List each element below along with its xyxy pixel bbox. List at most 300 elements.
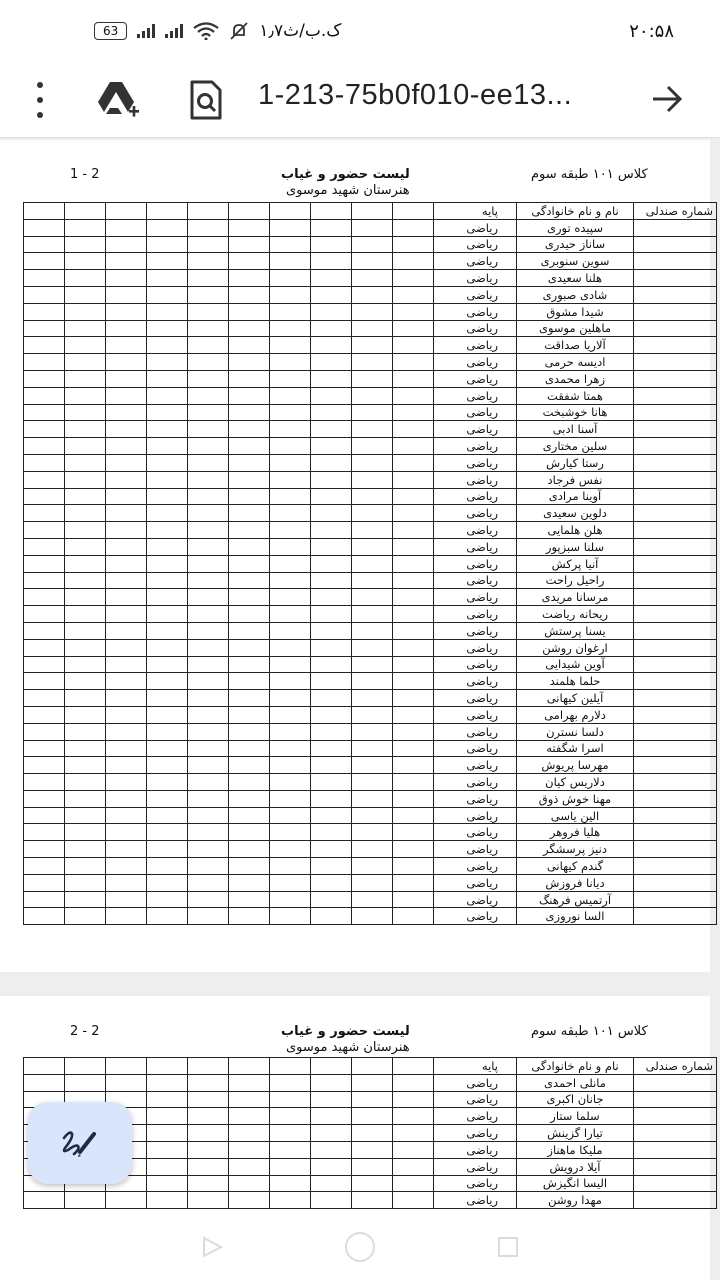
add-to-drive-icon[interactable] (96, 80, 140, 120)
attendance-cell (393, 219, 434, 236)
attendance-cell (311, 1175, 352, 1192)
attendance-cell (352, 522, 393, 539)
attendance-cell (270, 690, 311, 707)
attendance-cell (65, 639, 106, 656)
student-name: دلارم بهرامی (517, 706, 634, 723)
attendance-cell (65, 589, 106, 606)
table-row (24, 606, 717, 623)
attendance-cell (229, 555, 270, 572)
student-name: هلنا سعیدی (517, 270, 634, 287)
attendance-cell (229, 387, 270, 404)
attendance-cell (229, 807, 270, 824)
wifi-icon (193, 22, 219, 40)
attendance-cell (311, 488, 352, 505)
seat-number (634, 874, 717, 891)
attendance-cell (311, 1108, 352, 1125)
file-title: 1-213-75b0f010-ee13... (258, 79, 573, 111)
attendance-cell (147, 387, 188, 404)
attendance-cell (270, 1141, 311, 1158)
attendance-cell (393, 454, 434, 471)
table-row (24, 505, 717, 522)
class-label: کلاس ۱۰۱ طبقه سوم (531, 167, 648, 182)
attendance-cell (393, 690, 434, 707)
seat-number (634, 522, 717, 539)
attendance-cell (393, 572, 434, 589)
student-name: شادی صبوری (517, 286, 634, 303)
seat-number (634, 589, 717, 606)
attendance-cell (147, 1141, 188, 1158)
attendance-cell (147, 740, 188, 757)
attendance-cell (270, 757, 311, 774)
attendance-cell (229, 1125, 270, 1142)
student-name: اسرا شگفته (517, 740, 634, 757)
notifications-off-icon (229, 21, 249, 41)
student-grade: ریاضی (434, 370, 517, 387)
attendance-cell (393, 656, 434, 673)
attendance-cell (229, 404, 270, 421)
student-name: راحیل راحت (517, 572, 634, 589)
student-grade: ریاضی (434, 841, 517, 858)
attendance-cell (352, 354, 393, 371)
attendance-cell (311, 622, 352, 639)
attendance-cell (393, 253, 434, 270)
attendance-cell (352, 471, 393, 488)
student-name: شیدا مشوق (517, 303, 634, 320)
attendance-cell (65, 354, 106, 371)
attendance-cell (65, 841, 106, 858)
battery-icon: 63 (94, 22, 127, 40)
attendance-cell (311, 858, 352, 875)
attendance-cell (229, 622, 270, 639)
attendance-cell (65, 1058, 106, 1075)
attendance-cell (311, 874, 352, 891)
attendance-cell (393, 270, 434, 287)
attendance-cell (147, 404, 188, 421)
attendance-cell (229, 740, 270, 757)
seat-number (634, 471, 717, 488)
student-name: آنیا پرکش (517, 555, 634, 572)
attendance-cell (147, 656, 188, 673)
sheet-title: لیست حضور و غیاب (281, 167, 410, 182)
table-header-row (24, 203, 717, 220)
student-name: ارغوان روشن (517, 639, 634, 656)
student-grade: ریاضی (434, 757, 517, 774)
attendance-cell (24, 858, 65, 875)
attendance-cell (311, 505, 352, 522)
attendance-cell (229, 354, 270, 371)
student-name: ملیکا ماهناز (517, 1141, 634, 1158)
attendance-cell (147, 790, 188, 807)
attendance-cell (229, 505, 270, 522)
table-row (24, 639, 717, 656)
attendance-cell (270, 908, 311, 925)
attendance-cell (188, 286, 229, 303)
attendance-cell (311, 555, 352, 572)
table-row (24, 337, 717, 354)
attendance-cell (188, 1175, 229, 1192)
attendance-cell (352, 824, 393, 841)
seat-number (634, 740, 717, 757)
student-name: هانا خوشبخت (517, 404, 634, 421)
attendance-cell (24, 1058, 65, 1075)
attendance-cell (65, 656, 106, 673)
attendance-cell (65, 807, 106, 824)
attendance-cell (311, 1125, 352, 1142)
attendance-cell (229, 1108, 270, 1125)
attendance-cell (65, 337, 106, 354)
attendance-cell (147, 908, 188, 925)
attendance-cell (311, 1158, 352, 1175)
attendance-cell (147, 421, 188, 438)
attendance-cell (106, 404, 147, 421)
attendance-cell (188, 606, 229, 623)
attendance-cell (106, 354, 147, 371)
attendance-cell (147, 807, 188, 824)
student-name: جانان اکبری (517, 1091, 634, 1108)
attendance-cell (352, 690, 393, 707)
seat-number (634, 1175, 717, 1192)
attendance-cell (393, 673, 434, 690)
attendance-cell (393, 1192, 434, 1209)
attendance-cell (352, 774, 393, 791)
attendance-cell (311, 404, 352, 421)
seat-number (634, 723, 717, 740)
student-name: مهنا خوش ذوق (517, 790, 634, 807)
student-grade: ریاضی (434, 656, 517, 673)
attendance-cell (393, 505, 434, 522)
table-row (24, 454, 717, 471)
attendance-cell (188, 404, 229, 421)
table-row (24, 656, 717, 673)
attendance-cell (65, 219, 106, 236)
page-number: 2 - 2 (70, 1024, 100, 1039)
column-header-name: نام و نام خانوادگی (517, 203, 634, 220)
student-grade: ریاضی (434, 303, 517, 320)
attendance-cell (147, 639, 188, 656)
seat-number (634, 606, 717, 623)
student-name: سپیده توری (517, 219, 634, 236)
attendance-cell (311, 757, 352, 774)
attendance-cell (188, 522, 229, 539)
attendance-cell (393, 824, 434, 841)
attendance-cell (106, 908, 147, 925)
attendance-cell (270, 555, 311, 572)
back-icon[interactable] (201, 1236, 223, 1258)
attendance-cell (270, 454, 311, 471)
attendance-cell (229, 874, 270, 891)
attendance-cell (147, 1108, 188, 1125)
attendance-cell (270, 824, 311, 841)
attendance-cell (106, 824, 147, 841)
attendance-cell (147, 891, 188, 908)
attendance-cell (229, 757, 270, 774)
attendance-cell (393, 236, 434, 253)
attendance-cell (393, 589, 434, 606)
attendance-cell (24, 622, 65, 639)
student-grade: ریاضی (434, 774, 517, 791)
attendance-cell (229, 1158, 270, 1175)
attendance-cell (393, 706, 434, 723)
attendance-cell (393, 203, 434, 220)
system-nav-bar (0, 1222, 720, 1272)
student-grade: ریاضی (434, 488, 517, 505)
student-grade: ریاضی (434, 706, 517, 723)
attendance-cell (188, 320, 229, 337)
attendance-cell (106, 421, 147, 438)
find-in-document-icon[interactable] (188, 78, 224, 122)
attendance-cell (311, 656, 352, 673)
attendance-cell (311, 219, 352, 236)
attendance-cell (24, 203, 65, 220)
attendance-cell (24, 286, 65, 303)
attendance-cell (106, 555, 147, 572)
attendance-cell (352, 673, 393, 690)
attendance-cell (352, 740, 393, 757)
attendance-cell (393, 555, 434, 572)
attendance-cell (352, 454, 393, 471)
attendance-cell (188, 774, 229, 791)
attendance-cell (311, 807, 352, 824)
attendance-cell (24, 690, 65, 707)
attendance-cell (270, 421, 311, 438)
table-row (24, 1091, 717, 1108)
table-row (24, 538, 717, 555)
student-grade: ریاضی (434, 438, 517, 455)
student-grade: ریاضی (434, 286, 517, 303)
attendance-cell (147, 622, 188, 639)
table-row (24, 1192, 717, 1209)
seat-number (634, 286, 717, 303)
attendance-cell (229, 421, 270, 438)
attendance-cell (65, 236, 106, 253)
attendance-cell (270, 471, 311, 488)
table-row (24, 757, 717, 774)
student-name: آیلین کیهانی (517, 690, 634, 707)
attendance-cell (229, 774, 270, 791)
attendance-cell (352, 203, 393, 220)
home-icon[interactable] (343, 1230, 377, 1264)
annotate-button[interactable] (28, 1102, 132, 1184)
student-name: گندم کیهانی (517, 858, 634, 875)
attendance-cell (352, 606, 393, 623)
attendance-cell (24, 488, 65, 505)
attendance-cell (188, 790, 229, 807)
student-grade: ریاضی (434, 505, 517, 522)
table-row (24, 690, 717, 707)
student-name: مرسانا مریدی (517, 589, 634, 606)
student-grade: ریاضی (434, 387, 517, 404)
attendance-cell (229, 723, 270, 740)
attendance-cell (352, 303, 393, 320)
attendance-cell (106, 622, 147, 639)
attendance-cell (24, 740, 65, 757)
attendance-cell (24, 370, 65, 387)
attendance-cell (188, 656, 229, 673)
attendance-cell (106, 488, 147, 505)
recents-icon[interactable] (497, 1236, 519, 1258)
attendance-cell (65, 774, 106, 791)
attendance-cell (188, 454, 229, 471)
attendance-cell (188, 555, 229, 572)
attendance-cell (352, 874, 393, 891)
attendance-cell (393, 723, 434, 740)
attendance-cell (270, 622, 311, 639)
student-name: سوین سنوبری (517, 253, 634, 270)
attendance-cell (147, 1058, 188, 1075)
more-vert-icon[interactable] (30, 82, 50, 118)
attendance-cell (106, 723, 147, 740)
attendance-cell (106, 387, 147, 404)
attendance-cell (393, 488, 434, 505)
attendance-cell (229, 690, 270, 707)
document-page-1 (0, 140, 713, 972)
attendance-cell (106, 471, 147, 488)
seat-number (634, 370, 717, 387)
attendance-cell (352, 841, 393, 858)
attendance-cell (311, 606, 352, 623)
attendance-cell (393, 841, 434, 858)
attendance-cell (106, 891, 147, 908)
attendance-cell (188, 303, 229, 320)
attendance-cell (352, 1192, 393, 1209)
seat-number (634, 824, 717, 841)
attendance-cell (24, 303, 65, 320)
attendance-cell (270, 1175, 311, 1192)
attendance-cell (352, 790, 393, 807)
attendance-cell (311, 471, 352, 488)
student-name: آیلا درویش (517, 1158, 634, 1175)
attendance-cell (106, 606, 147, 623)
attendance-cell (106, 639, 147, 656)
attendance-cell (229, 522, 270, 539)
student-name: الین یاسی (517, 807, 634, 824)
student-grade: ریاضی (434, 690, 517, 707)
attendance-cell (24, 807, 65, 824)
attendance-table (23, 202, 717, 925)
attendance-cell (393, 606, 434, 623)
table-row (24, 723, 717, 740)
seat-number (634, 891, 717, 908)
table-row (24, 236, 717, 253)
attendance-cell (65, 320, 106, 337)
attendance-cell (188, 270, 229, 287)
attendance-cell (24, 891, 65, 908)
attendance-cell (24, 505, 65, 522)
attendance-cell (106, 740, 147, 757)
student-grade: ریاضی (434, 1175, 517, 1192)
attendance-cell (188, 438, 229, 455)
attendance-cell (393, 538, 434, 555)
table-row (24, 320, 717, 337)
student-grade: ریاضی (434, 673, 517, 690)
attendance-cell (147, 320, 188, 337)
attendance-cell (229, 606, 270, 623)
attendance-cell (352, 589, 393, 606)
attendance-cell (270, 370, 311, 387)
attendance-cell (270, 589, 311, 606)
attendance-cell (24, 606, 65, 623)
attendance-cell (393, 740, 434, 757)
student-grade: ریاضی (434, 454, 517, 471)
attendance-cell (229, 203, 270, 220)
seat-number (634, 1158, 717, 1175)
table-row (24, 908, 717, 925)
attendance-cell (65, 454, 106, 471)
attendance-cell (352, 656, 393, 673)
table-row (24, 286, 717, 303)
seat-number (634, 354, 717, 371)
student-name: الیسا انگیزش (517, 1175, 634, 1192)
attendance-cell (270, 841, 311, 858)
viewer-toolbar (0, 62, 720, 138)
arrow-forward-icon[interactable] (650, 82, 684, 116)
attendance-cell (65, 790, 106, 807)
school-name: هنرستان شهید موسوی (286, 1040, 410, 1055)
attendance-cell (106, 1074, 147, 1091)
student-grade: ریاضی (434, 790, 517, 807)
attendance-cell (352, 505, 393, 522)
attendance-cell (270, 286, 311, 303)
attendance-cell (229, 270, 270, 287)
attendance-cell (147, 538, 188, 555)
status-bar (0, 0, 720, 62)
attendance-cell (311, 740, 352, 757)
student-name: دلاریس کیان (517, 774, 634, 791)
attendance-cell (188, 1158, 229, 1175)
attendance-cell (311, 320, 352, 337)
attendance-cell (106, 690, 147, 707)
seat-number (634, 690, 717, 707)
student-name: آلاریا صداقت (517, 337, 634, 354)
attendance-cell (270, 219, 311, 236)
student-name: مهدا روشن (517, 1192, 634, 1209)
student-grade: ریاضی (434, 622, 517, 639)
attendance-cell (24, 824, 65, 841)
attendance-cell (65, 270, 106, 287)
attendance-cell (188, 421, 229, 438)
attendance-cell (352, 438, 393, 455)
attendance-cell (311, 522, 352, 539)
attendance-cell (270, 438, 311, 455)
attendance-cell (24, 270, 65, 287)
attendance-cell (393, 404, 434, 421)
attendance-cell (106, 1192, 147, 1209)
attendance-cell (270, 1125, 311, 1142)
attendance-cell (393, 1141, 434, 1158)
attendance-cell (311, 438, 352, 455)
attendance-cell (65, 438, 106, 455)
attendance-cell (24, 874, 65, 891)
attendance-cell (147, 1158, 188, 1175)
attendance-cell (106, 656, 147, 673)
table-row (24, 555, 717, 572)
attendance-cell (311, 908, 352, 925)
attendance-cell (352, 320, 393, 337)
attendance-cell (229, 438, 270, 455)
attendance-cell (106, 219, 147, 236)
attendance-cell (188, 488, 229, 505)
attendance-cell (147, 874, 188, 891)
attendance-cell (393, 858, 434, 875)
attendance-cell (147, 303, 188, 320)
attendance-cell (352, 488, 393, 505)
attendance-cell (311, 723, 352, 740)
attendance-cell (229, 538, 270, 555)
attendance-cell (270, 740, 311, 757)
student-grade: ریاضی (434, 471, 517, 488)
attendance-cell (393, 1091, 434, 1108)
table-row (24, 253, 717, 270)
